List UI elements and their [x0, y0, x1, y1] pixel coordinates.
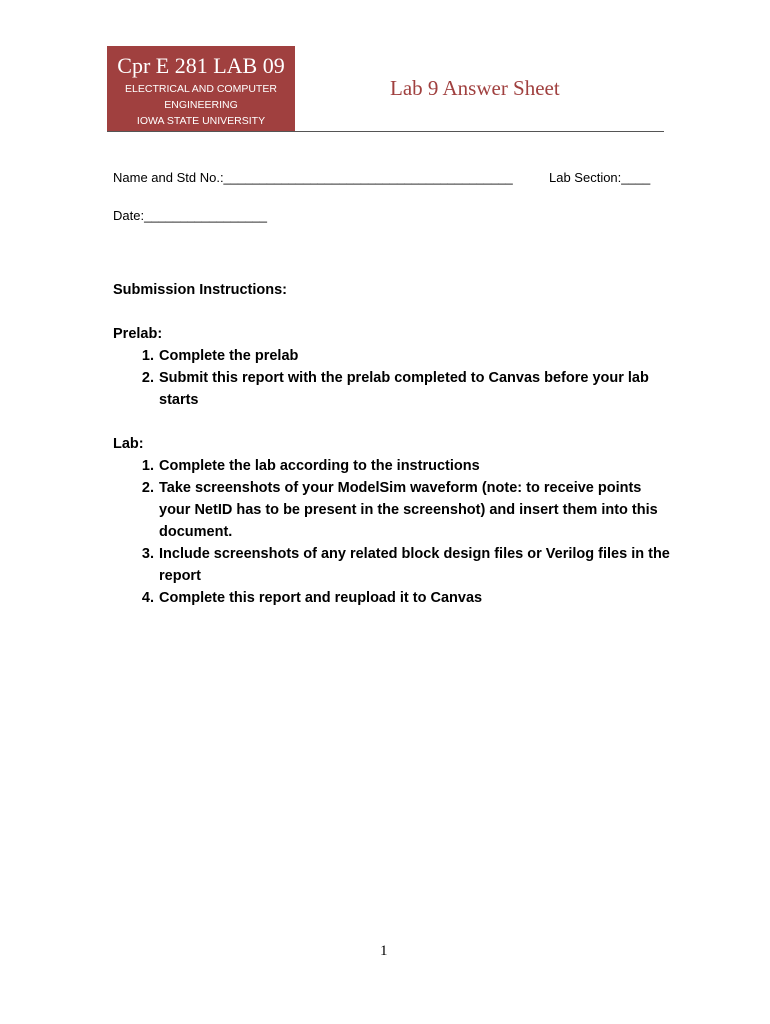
list-item: 1. Complete the lab according to the instructions — [158, 455, 673, 477]
document-title: Lab 9 Answer Sheet — [390, 76, 560, 100]
lab-list — [113, 455, 673, 609]
list-item: 2. Submit this report with the prelab completed to Canvas before your lab starts — [158, 367, 673, 411]
university-name: IOWA STATE UNIVERSITY — [136, 115, 266, 127]
name-field: Name and Std No.:________________________________________ — [113, 170, 513, 185]
list-item: 1. Complete the prelab — [158, 345, 673, 367]
course-header-box — [107, 46, 295, 131]
submission-instructions — [113, 279, 673, 609]
page-number: 1 — [380, 943, 388, 959]
course-title: Cpr E 281 LAB 09 — [117, 53, 285, 78]
lab-label: Lab: — [113, 436, 144, 452]
list-item: 2. Take screenshots of your ModelSim waveform (note: to receive points your NetID has to be present in the screenshot) and insert them into this document. — [158, 477, 673, 543]
prelab-label: Prelab: — [113, 326, 163, 342]
department-name: ELECTRICAL AND COMPUTER ENGINEERING — [125, 83, 277, 111]
list-item: 3. Include screenshots of any related block design files or Verilog files in the report — [158, 543, 673, 587]
header-divider — [107, 131, 664, 132]
date-field: Date:_________________ — [113, 208, 267, 223]
instructions-heading: Submission Instructions: — [113, 282, 288, 298]
lab-section-field: Lab Section:____ — [549, 170, 651, 185]
list-item: 4. Complete this report and reupload it to Canvas — [158, 587, 673, 609]
prelab-list — [113, 345, 673, 411]
